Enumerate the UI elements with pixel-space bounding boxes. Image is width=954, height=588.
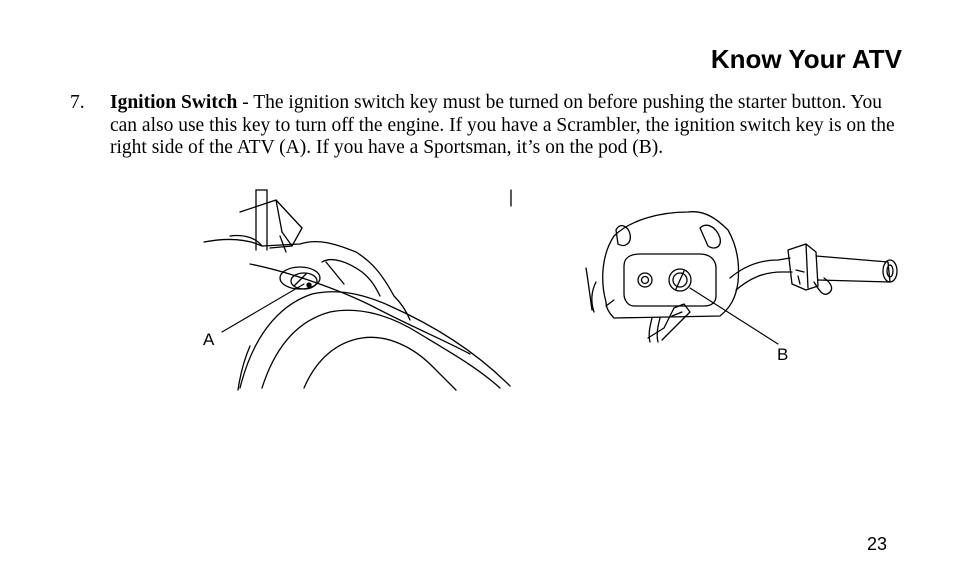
- page-header-title: Know Your ATV: [710, 44, 902, 74]
- item-number: 7.: [70, 92, 85, 113]
- item-term: Ignition Switch: [110, 92, 238, 113]
- item-description: - The ignition switch key must be turned on before pushing the starter button. You can also use this key to turn off the engine. If you have a Scrambler, the ignition switch key is on the right side of the ATV (A). If you have a Sportsman, it’s on the pod (B).: [110, 92, 895, 158]
- callout-label-b: B: [777, 345, 789, 364]
- scrambler-drawing: [204, 190, 510, 390]
- sportsman-drawing: [586, 212, 897, 344]
- page-number: 23: [866, 534, 887, 554]
- callout-label-a: A: [203, 330, 215, 349]
